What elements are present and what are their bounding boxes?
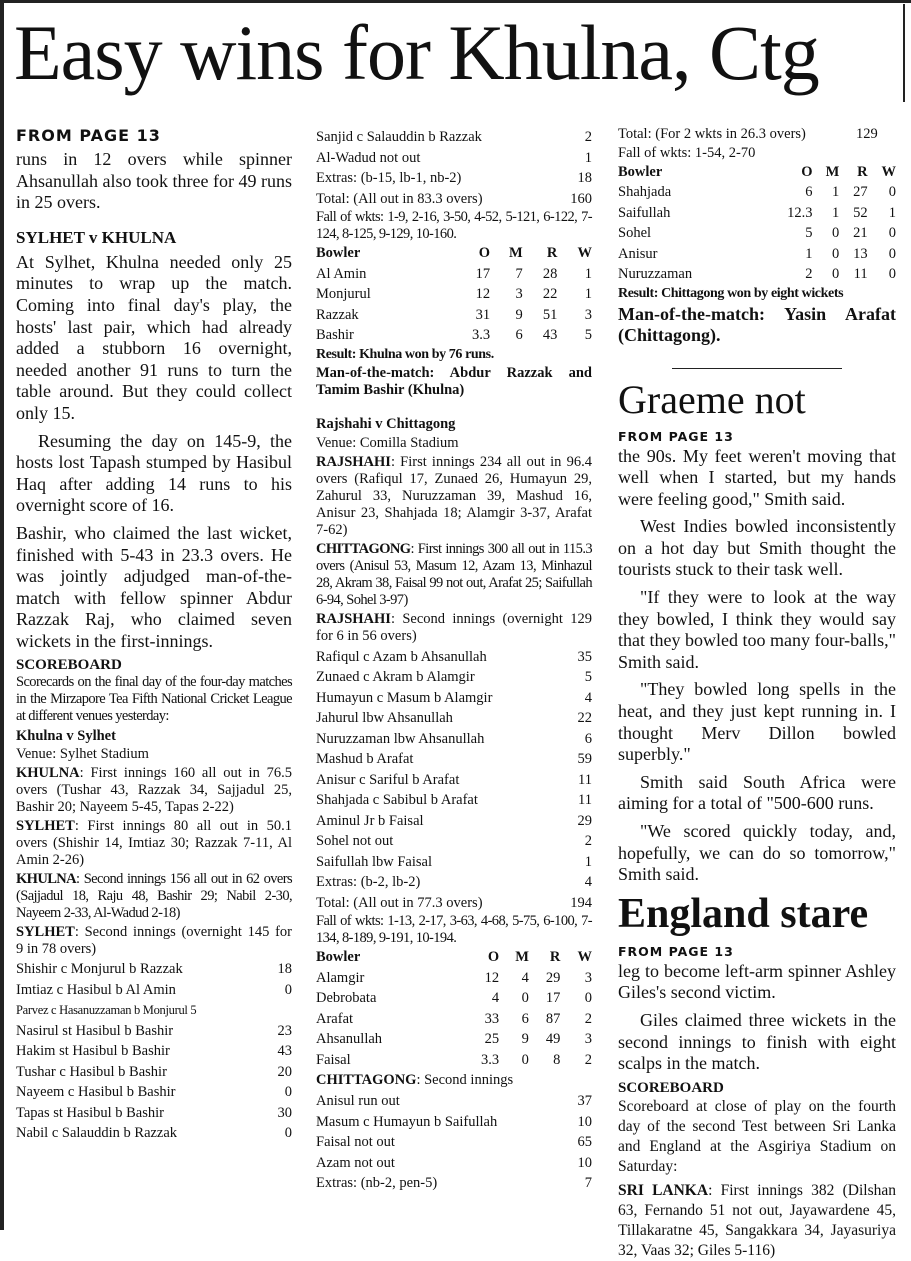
scoreboard-label: SCOREBOARD (618, 1079, 724, 1096)
batting-row: Tapas st Hasibul b Bashir 30 (16, 1104, 292, 1121)
bowling-header: Bowler O M R W (316, 245, 592, 261)
bowling-table (316, 947, 592, 1070)
bowling-row: Razzak 31 9 51 3 (316, 306, 592, 323)
column-3 (618, 124, 896, 1261)
match-title: Khulna v Sylhet (16, 728, 116, 745)
batting-row: Azam not out 10 (316, 1154, 592, 1171)
batting-row: Tushar c Hasibul b Bashir 20 (16, 1063, 292, 1080)
bowling-row: Faisal 3.3 0 8 2 (316, 1051, 592, 1068)
batting-row: Nayeem c Hasibul b Bashir 0 (16, 1084, 292, 1101)
man-of-the-match: Man-of-the-match: Abdur Razzak and Tamim Bashir (Khulna) (316, 364, 592, 398)
batting-row: Extras: (b-15, lb-1, nb-2) 18 (316, 170, 592, 186)
innings-summary: CHITTAGONG: First innings 300 all out in 115.3 overs (Anisul 53, Masum 12, Azam 13, Minhazul 28, Akram 38, Faisal 99 not out, Arafat 25; Saifullah 6-94, Sohel 3-97) (316, 540, 592, 608)
bowling-row: Sohel 5 0 21 0 (618, 225, 896, 241)
batting-row: Total: (For 2 wkts in 26.3 overs) 129 (618, 126, 878, 142)
innings-summary: RAJSHAHI: First innings 234 all out in 96.4 overs (Rafiqul 17, Zunaed 26, Humayun 29, Zahurul 33, Nuruzzaman 39, Mashud 16, Anisur 23, Shahjada 18; Alamgir 3-37, Arafat 7-62) (316, 453, 592, 538)
bowling-table (618, 162, 896, 285)
paragraph: runs in 12 overs while spinner Ahsanullah also took three for 49 runs in 25 overs. (16, 149, 292, 213)
batting-list (16, 959, 292, 1144)
story-headline: England stare (618, 890, 869, 937)
paragraph: West Indies bowled inconsistently on a hot day but Smith thought the tourists stuck to their task well. (618, 516, 896, 580)
story-headline: Graeme not (618, 376, 806, 422)
batting-row: Shahjada c Sabibul b Arafat 11 (316, 792, 592, 808)
paragraph: leg to become left-arm spinner Ashley Giles's second victim. (618, 960, 896, 1003)
bowling-header: Bowler O M R W (618, 163, 896, 180)
bowling-row: Saifullah 12.3 1 52 1 (618, 204, 896, 221)
batting-row: Anisur c Sariful b Arafat 11 (316, 771, 592, 788)
bowling-table (316, 243, 592, 346)
story-divider (672, 368, 842, 369)
bowling-row: Nuruzzaman 2 0 11 0 (618, 266, 896, 282)
innings-summary: KHULNA: Second innings 156 all out in 62 overs (Sajjadul 18, Raju 48, Bashir 29; Nabil 2-30, Nayeem 2-33, Al-Wadud 2-18) (16, 871, 292, 922)
paragraph: Giles claimed three wickets in the second innings to finish with eight scalps in the match. (618, 1010, 896, 1074)
fall-of-wickets: Fall of wkts: 1-54, 2-70 (618, 144, 756, 161)
match-result: Result: Chittagong won by eight wickets (618, 285, 844, 301)
batting-row: Nabil c Salauddin b Razzak 0 (16, 1125, 292, 1142)
jump-kicker: FROM PAGE 13 (618, 428, 734, 444)
match-title: Rajshahi v Chittagong (316, 415, 456, 432)
scoreboard-label: SCOREBOARD (16, 657, 122, 674)
batting-list (316, 127, 592, 209)
batting-list (316, 1091, 592, 1194)
batting-list (316, 647, 592, 914)
innings-summary: RAJSHAHI: Second innings (overnight 129 for 6 in 56 overs) (316, 610, 592, 644)
batting-row: Extras: (nb-2, pen-5) 7 (316, 1175, 592, 1191)
venue: Venue: Sylhet Stadium (16, 746, 149, 763)
paragraph: Resuming the day on 145-9, the hosts lost Tapash stumped by Hasibul Haq after adding 14 runs to his overnight score of 16. (16, 430, 292, 516)
batting-row: Sohel not out 2 (316, 833, 592, 849)
subheading: SYLHET v KHULNA (16, 227, 177, 247)
batting-row: Parvez c Hasanuzzaman b Monjurul 5 (16, 1003, 197, 1018)
batting-row: Jahurul lbw Ahsanullah 22 (316, 710, 592, 726)
batting-row: Anisul run out 37 (316, 1093, 592, 1109)
bowling-row: Bashir 3.3 6 43 5 (316, 327, 592, 343)
page-border-top (0, 0, 911, 3)
batting-row: Faisal not out 65 (316, 1134, 592, 1150)
bowling-header: Bowler O M R W (316, 949, 592, 965)
headline: Easy wins for Khulna, Ctg (14, 9, 819, 96)
paragraph: "They bowled long spells in the heat, and they just kept running in. I thought Merv Dillon bowled superbly." (618, 679, 896, 765)
bowling-row: Alamgir 12 4 29 3 (316, 969, 592, 986)
batting-row: Masum c Humayun b Saifullah 10 (316, 1113, 592, 1130)
batting-row: Extras: (b-2, lb-2) 4 (316, 874, 592, 890)
column-1 (16, 124, 292, 1144)
scoreboard-intro: Scorecards on the final day of the four-day matches in the Mirzapore Tea Fifth National Cricket League at different venues yesterday: (16, 674, 292, 725)
batting-row: Zunaed c Akram b Alamgir 5 (316, 669, 592, 685)
batting-row: Nuruzzaman lbw Ahsanullah 6 (316, 730, 592, 747)
batting-row: Mashud b Arafat 59 (316, 751, 592, 767)
bowling-row: Ahsanullah 25 9 49 3 (316, 1031, 592, 1047)
innings-summary: SRI LANKA: First innings 382 (Dilshan 63, Fernando 51 not out, Jayawardene 45, Tillakaratne 45, Sangakkara 34, Jayasuriya 32, Vaas 32; Giles 5-116) (618, 1181, 896, 1259)
scoreboard-intro: Scoreboard at close of play on the fourth day of the second Test between Sri Lanka and England at the Asgiriya Stadium on Saturday: (618, 1097, 896, 1175)
paragraph: "We scored quickly today, and, hopefully, we can do so tomorrow," Smith said. (618, 821, 896, 885)
column-rule-top (903, 4, 905, 102)
paragraph: Bashir, who claimed the last wicket, finished with 5-43 in 23.3 overs. He was jointly adjudged man-of-the-match with fellow spinner Abdur Razzak Raj, who claimed seven wickets in the first-innings. (16, 522, 292, 651)
innings-summary: KHULNA: First innings 160 all out in 76.5 overs (Tushar 43, Razzak 34, Sajjadul 25, Bashir 20; Nayeem 5-45, Tapas 2-22) (16, 765, 292, 816)
innings-summary: SYLHET: First innings 80 all out in 50.1 overs (Shishir 14, Imtiaz 30; Razzak 7-11, Al Amin 2-26) (16, 818, 292, 869)
fall-of-wickets: Fall of wkts: 1-9, 2-16, 3-50, 4-52, 5-121, 6-122, 7-124, 8-125, 9-129, 10-160. (316, 209, 592, 242)
batting-row: Aminul Jr b Faisal 29 (316, 812, 592, 829)
column-2 (316, 127, 592, 1194)
batting-row: Rafiqul c Azam b Ahsanullah 35 (316, 648, 592, 665)
batting-row: Humayun c Masum b Alamgir 4 (316, 689, 592, 706)
page-border-left (0, 0, 4, 1230)
batting-row: Imtiaz c Hasibul b Al Amin 0 (16, 981, 292, 998)
batting-row: Hakim st Hasibul b Bashir 43 (16, 1043, 292, 1060)
innings-summary: SYLHET: Second innings (overnight 145 for 9 in 78 overs) (16, 924, 292, 958)
batting-row: Al-Wadud not out 1 (316, 149, 592, 166)
jump-kicker: FROM PAGE 13 (618, 943, 734, 959)
bowling-row: Al Amin 17 7 28 1 (316, 265, 592, 282)
paragraph: Smith said South Africa were aiming for a total of "500-600 runs. (618, 771, 896, 814)
bowling-row: Arafat 33 6 87 2 (316, 1010, 592, 1027)
fall-of-wickets: Fall of wkts: 1-13, 2-17, 3-63, 4-68, 5-75, 6-100, 7-134, 8-189, 9-191, 10-194. (316, 913, 592, 946)
paragraph: At Sylhet, Khulna needed only 25 minutes to wrap up the match. Coming into final day's play, the hosts' last pair, which had already added a stubborn 16 overnight, needed another 91 runs to turn the table around. But they could collect only 15. (16, 251, 292, 423)
innings-summary: CHITTAGONG: Second innings (316, 1072, 514, 1088)
bowling-row: Monjurul 12 3 22 1 (316, 286, 592, 302)
paragraph: "If they were to look at the way they bowled, I think they would say that they bowled too many four-balls," Smith said. (618, 587, 896, 672)
batting-row: Total: (All out in 77.3 overs) 194 (316, 894, 592, 911)
bowling-row: Anisur 1 0 13 0 (618, 245, 896, 262)
batting-row: Saifullah lbw Faisal 1 (316, 853, 592, 870)
match-result: Result: Khulna won by 76 runs. (316, 346, 494, 362)
bowling-row: Debrobata 4 0 17 0 (316, 990, 592, 1006)
paragraph: the 90s. My feet weren't moving that well when I started, but my hands were feeling good," Smith said. (618, 445, 896, 509)
batting-row: Total: (All out in 83.3 overs) 160 (316, 190, 592, 207)
batting-row: Shishir c Monjurul b Razzak 18 (16, 961, 292, 978)
batting-row: Sanjid c Salauddin b Razzak 2 (316, 129, 592, 145)
venue: Venue: Comilla Stadium (316, 434, 459, 451)
man-of-the-match: Man-of-the-match: Yasin Arafat (Chittagong). (618, 303, 896, 345)
jump-kicker: FROM PAGE 13 (16, 126, 161, 145)
batting-row: Nasirul st Hasibul b Bashir 23 (16, 1022, 292, 1039)
bowling-row: Shahjada 6 1 27 0 (618, 184, 896, 200)
